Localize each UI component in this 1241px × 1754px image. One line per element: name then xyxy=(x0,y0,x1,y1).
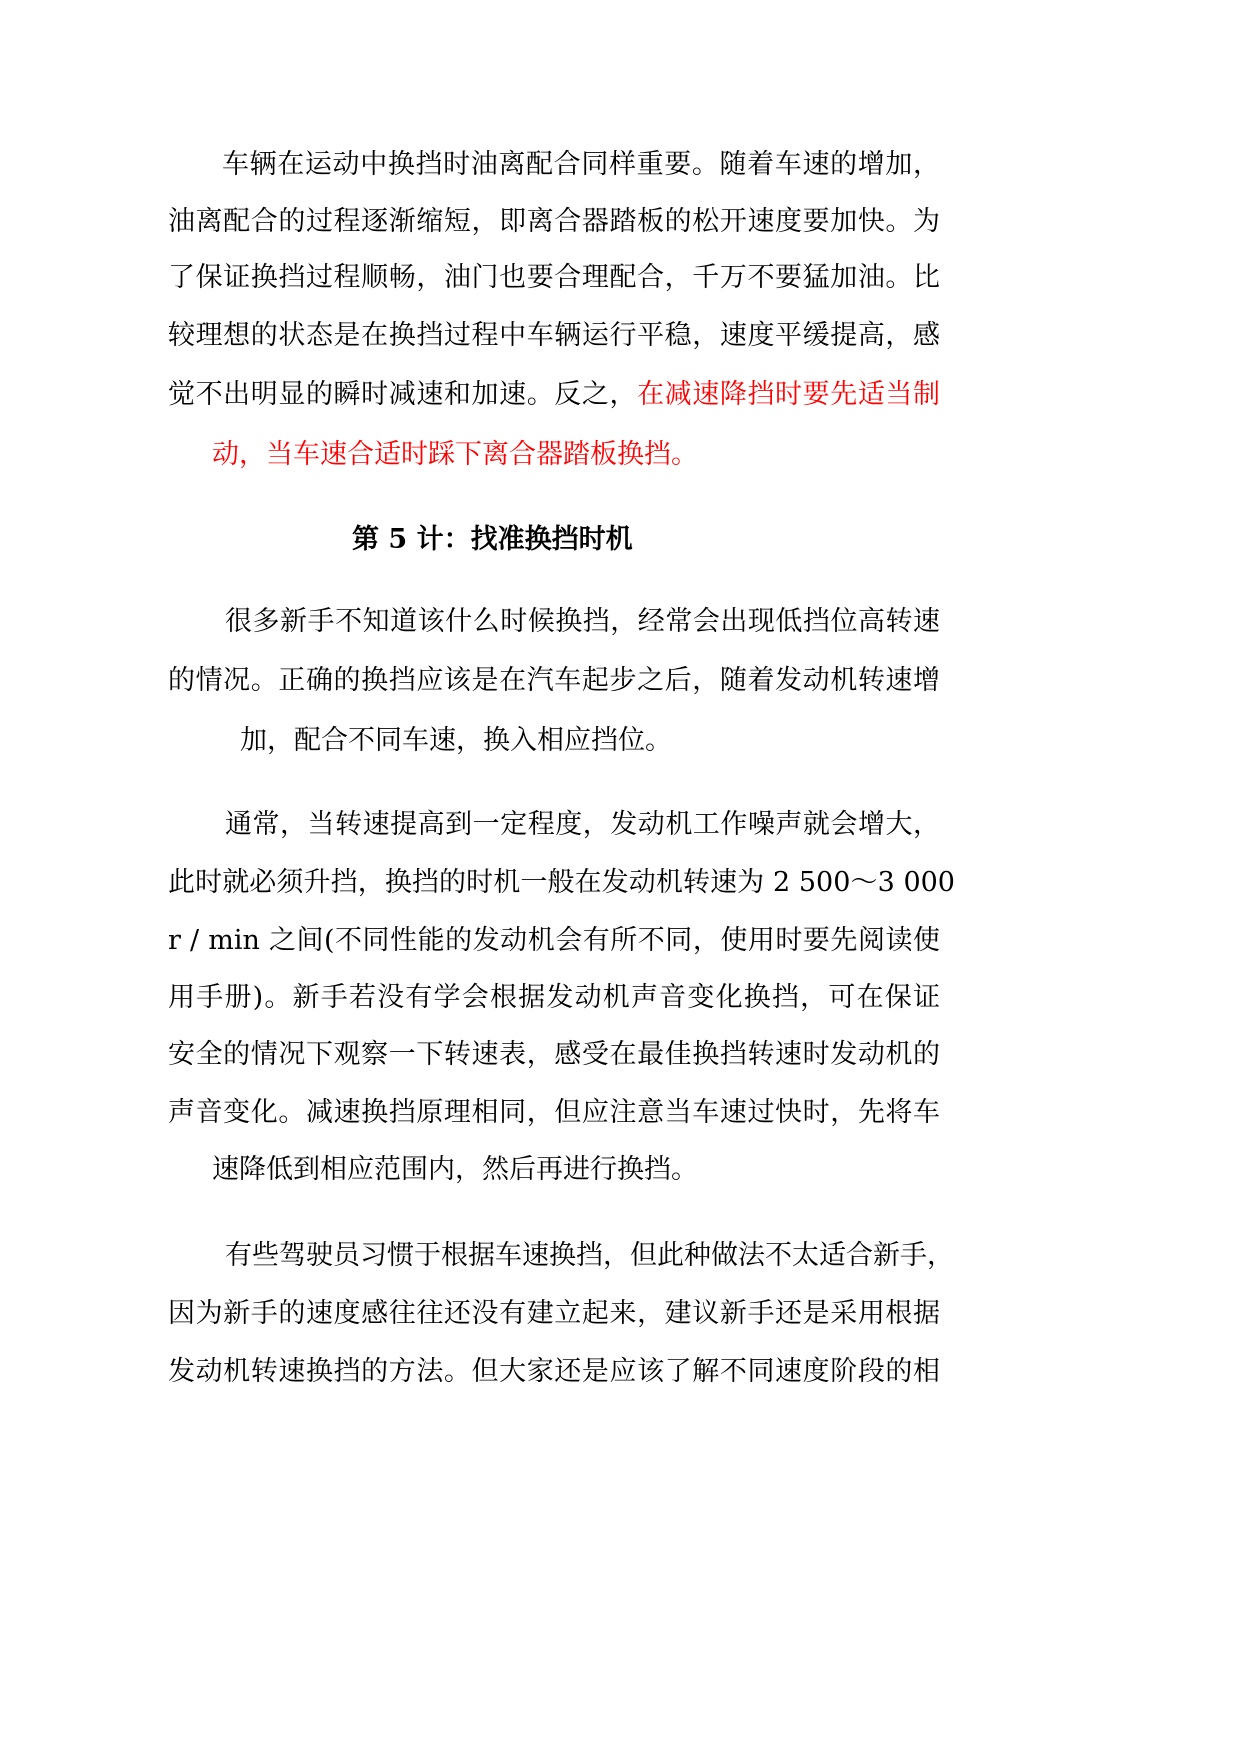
paragraph-line: 通常，当转速提高到一定程度，发动机工作噪声就会增大， xyxy=(225,809,940,840)
section-heading: 第 5 计：找准换挡时机 xyxy=(352,524,633,555)
paragraph-line: 安全的情况下观察一下转速表，感受在最佳换挡转速时发动机的 xyxy=(168,1039,940,1070)
paragraph-line: 了保证换挡过程顺畅，油门也要合理配合，千万不要猛加油。比 xyxy=(168,262,940,293)
paragraph-line: 发动机转速换挡的方法。但大家还是应该了解不同速度阶段的相 xyxy=(168,1356,940,1387)
paragraph-line: 因为新手的速度感往往还没有建立起来，建议新手还是采用根据 xyxy=(168,1298,940,1329)
paragraph-line: 加，配合不同车速，换入相应挡位。 xyxy=(240,725,672,756)
highlighted-text: 动，当车速合适时踩下离合器踏板换挡。 xyxy=(212,439,698,470)
paragraph-line: 的情况。正确的换挡应该是在汽车起步之后，随着发动机转速增 xyxy=(168,665,940,696)
paragraph-line: r / min 之间(不同性能的发动机会有所不同，使用时要先阅读使 xyxy=(168,925,940,956)
paragraph-line: 此时就必须升挡，换挡的时机一般在发动机转速为 2 500～3 000 xyxy=(168,867,955,898)
paragraph-line: 较理想的状态是在换挡过程中车辆运行平稳，速度平缓提高，感 xyxy=(168,320,940,351)
paragraph-line: 声音变化。减速换挡原理相同，但应注意当车速过快时，先将车 xyxy=(168,1097,940,1128)
paragraph-line: 有些驾驶员习惯于根据车速换挡，但此种做法不太适合新手， xyxy=(225,1240,954,1271)
paragraph-line: 油离配合的过程逐渐缩短，即离合器踏板的松开速度要加快。为 xyxy=(168,206,940,237)
paragraph-line: 速降低到相应范围内，然后再进行换挡。 xyxy=(212,1154,698,1185)
paragraph-line: 用手册)。新手若没有学会根据发动机声音变化换挡，可在保证 xyxy=(168,982,940,1013)
paragraph-line: 很多新手不知道该什么时候换挡，经常会出现低挡位高转速 xyxy=(225,606,940,637)
paragraph-line-mixed xyxy=(168,375,940,415)
paragraph-line-text: 觉不出明显的瞬时减速和加速。反之， xyxy=(168,379,638,410)
paragraph-line: 车辆在运动中换挡时油离配合同样重要。随着车速的增加， xyxy=(222,149,940,180)
highlighted-text: 在减速降挡时要先适当制 xyxy=(637,379,941,410)
